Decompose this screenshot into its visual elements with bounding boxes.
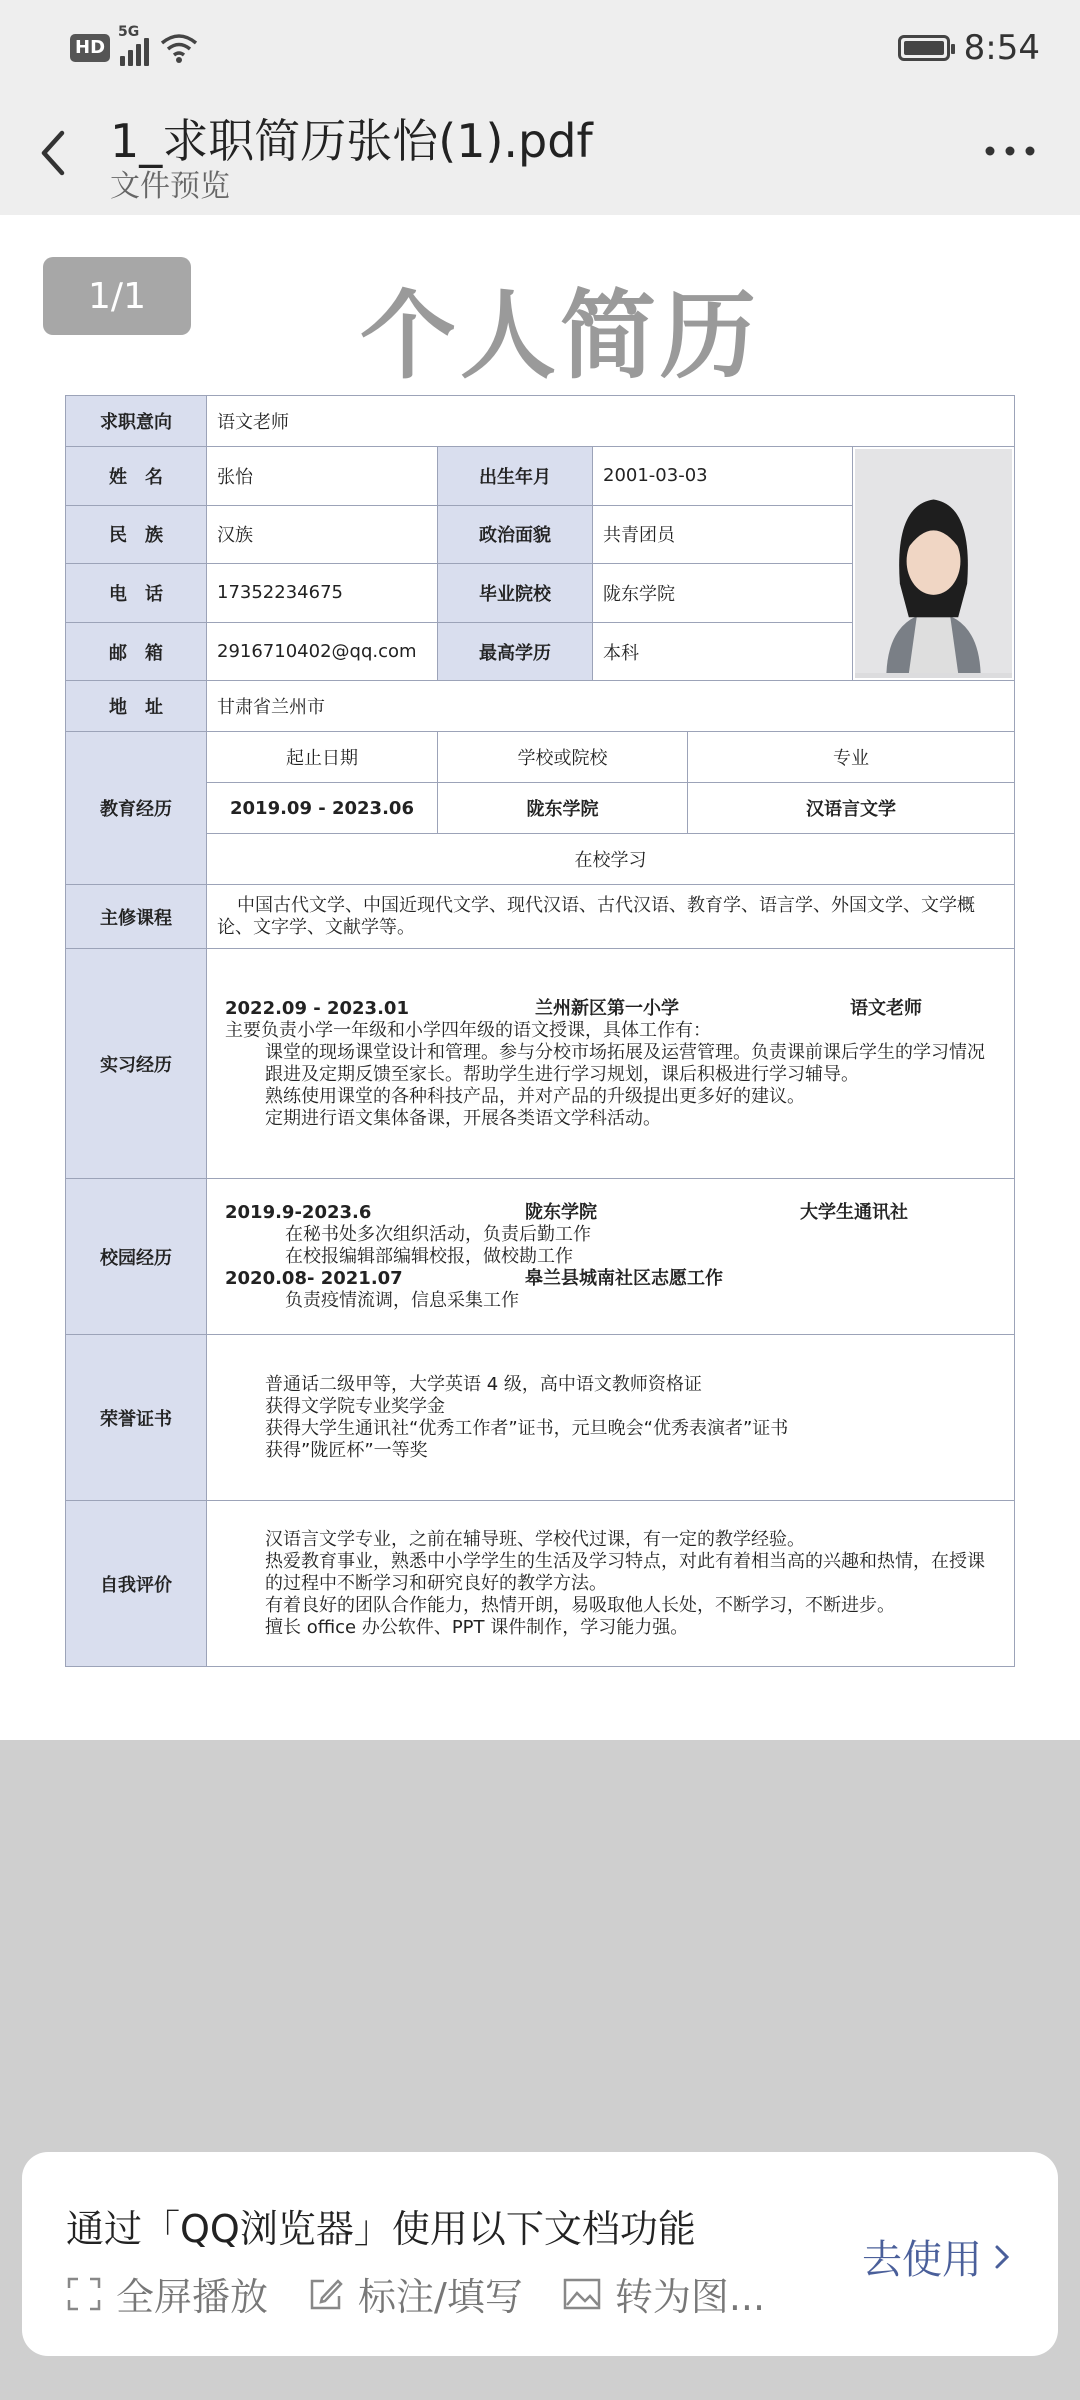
image-icon — [563, 2277, 601, 2311]
resume-heading: 个人简历 — [360, 280, 760, 392]
status-right — [898, 28, 1040, 68]
value-objective: 语文老师 — [207, 396, 1015, 447]
app-header — [0, 105, 1080, 215]
label-campus: 校园经历 — [66, 1179, 207, 1335]
internship-line: 课堂的现场课堂设计和管理。参与分校市场拓展及运营管理。负责课前课后学生的学习情况跟进及定期反馈至家长。帮助学生进行学习规划，课后积极进行学习辅导。 — [265, 1041, 985, 1085]
label-ethnic: 民 族 — [66, 505, 207, 564]
promo-title: 通过「QQ浏览器」使用以下文档功能 — [66, 2207, 696, 2251]
file-subtitle: 文件预览 — [110, 169, 230, 204]
wifi-icon — [159, 32, 199, 64]
self-eval-content — [207, 1501, 1015, 1667]
internship-header — [225, 998, 996, 1020]
profile-photo — [853, 447, 1015, 681]
edu-note: 在校学习 — [207, 834, 1015, 885]
more-options-icon[interactable] — [980, 141, 1040, 161]
label-education: 教育经历 — [66, 732, 207, 885]
value-school: 陇东学院 — [593, 564, 853, 623]
back-arrow-icon[interactable] — [30, 123, 80, 183]
file-title: 1_求职简历张怡(1).pdf — [110, 114, 593, 168]
status-bar — [0, 0, 1080, 105]
label-honors: 荣誉证书 — [66, 1335, 207, 1501]
edu-header-school: 学校或院校 — [438, 732, 688, 783]
internship-content — [207, 949, 1015, 1179]
value-address: 甘肃省兰州市 — [207, 681, 1015, 732]
value-phone: 17352234675 — [207, 564, 438, 623]
feature-label: 标注/填写 — [358, 2275, 523, 2319]
label-address: 地 址 — [66, 681, 207, 732]
honor-item: 普通话二级甲等，大学英语 4 级，高中语文教师资格证 — [265, 1373, 702, 1395]
label-internship: 实习经历 — [66, 949, 207, 1179]
campus-content — [207, 1179, 1015, 1335]
value-degree: 本科 — [593, 622, 853, 681]
fullscreen-icon — [66, 2276, 102, 2312]
clock: 8:54 — [963, 28, 1040, 68]
value-political: 共青团员 — [593, 505, 853, 564]
self-eval-line: 擅长 office 办公软件、PPT 课件制作，学习能力强。 — [265, 1616, 689, 1638]
label-courses: 主修课程 — [66, 885, 207, 949]
campus-line: 在校报编辑部编辑校报，做校勘工作 — [285, 1245, 573, 1267]
edu-school: 陇东学院 — [438, 783, 688, 834]
feature-fullscreen[interactable] — [66, 2266, 268, 2321]
label-name: 姓 名 — [66, 447, 207, 506]
self-eval-line: 有着良好的团队合作能力，热情开朗，易吸取他人长处，不断学习，不断进步。 — [265, 1594, 895, 1616]
resume-table — [65, 395, 1015, 1667]
campus-e1-period: 2019.9-2023.6 — [225, 1201, 372, 1223]
go-use-button[interactable] — [862, 2228, 1012, 2285]
label-objective: 求职意向 — [66, 396, 207, 447]
value-name: 张怡 — [207, 447, 438, 506]
internship-line: 定期进行语文集体备课，开展各类语文学科活动。 — [265, 1107, 661, 1129]
feature-convert-image[interactable] — [563, 2266, 765, 2321]
value-email: 2916710402@qq.com — [207, 622, 438, 681]
label-email: 邮 箱 — [66, 622, 207, 681]
honor-item: 获得文学院专业奖学金 — [265, 1395, 445, 1417]
internship-role: 语文老师 — [850, 997, 922, 1019]
edu-header-major: 专业 — [688, 732, 1015, 783]
promo-features — [66, 2266, 765, 2321]
portrait-image — [855, 449, 1012, 673]
network-indicators — [70, 24, 199, 66]
campus-line: 负责疫情流调，信息采集工作 — [285, 1289, 519, 1311]
value-birth: 2001-03-03 — [593, 447, 853, 506]
edu-header-period: 起止日期 — [207, 732, 438, 783]
campus-e2-period: 2020.08- 2021.07 — [225, 1267, 403, 1289]
campus-line: 在秘书处多次组织活动，负责后勤工作 — [285, 1223, 591, 1245]
courses-text: 中国古代文学、中国近现代文学、现代汉语、古代汉语、教育学、语言学、外国文学、文学概论、文字学、文献学等。 — [207, 885, 1015, 949]
campus-e2-org: 皋兰县城南社区志愿工作 — [525, 1267, 723, 1289]
edu-period: 2019.09 - 2023.06 — [207, 783, 438, 834]
chevron-right-icon — [992, 2242, 1012, 2272]
feature-label: 转为图... — [614, 2275, 766, 2319]
value-ethnic: 汉族 — [207, 505, 438, 564]
internship-line: 主要负责小学一年级和小学四年级的语文授课，具体工作有： — [225, 1019, 711, 1041]
honors-content — [207, 1335, 1015, 1501]
campus-entry2-header — [225, 1268, 996, 1290]
signal-icon — [118, 24, 149, 66]
campus-e1-role: 大学生通讯社 — [800, 1201, 908, 1223]
self-eval-line: 汉语言文学专业，之前在辅导班、学校代过课，有一定的教学经验。 — [265, 1528, 805, 1550]
document-page[interactable] — [0, 215, 1080, 1740]
edit-icon — [308, 2276, 344, 2312]
hd-badge: HD — [70, 34, 110, 62]
campus-entry1-header — [225, 1202, 996, 1224]
internship-line: 熟练使用课堂的各种科技产品，并对产品的升级提出更多好的建议。 — [265, 1085, 805, 1107]
honor-item: 获得”陇匠杯”一等奖 — [265, 1439, 428, 1461]
label-degree: 最高学历 — [438, 622, 593, 681]
feature-label: 全屏播放 — [116, 2275, 269, 2319]
label-self-eval: 自我评价 — [66, 1501, 207, 1667]
edu-major: 汉语言文学 — [688, 783, 1015, 834]
network-type: 5G — [118, 24, 140, 40]
campus-e1-org: 陇东学院 — [525, 1201, 597, 1223]
label-birth: 出生年月 — [438, 447, 593, 506]
page-indicator: 1/1 — [43, 257, 191, 335]
cta-label: 去使用 — [862, 2237, 982, 2283]
internship-org: 兰州新区第一小学 — [535, 997, 679, 1019]
battery-icon — [898, 35, 950, 61]
internship-period: 2022.09 - 2023.01 — [225, 997, 409, 1019]
self-eval-line: 热爱教育事业，熟悉中小学学生的生活及学习特点，对此有着相当高的兴趣和热情，在授课的过程中不断学习和研究良好的教学方法。 — [265, 1550, 985, 1594]
honor-item: 获得大学生通讯社“优秀工作者”证书，元旦晚会“优秀表演者”证书 — [265, 1417, 789, 1439]
label-political: 政治面貌 — [438, 505, 593, 564]
feature-annotate[interactable] — [308, 2266, 523, 2321]
qq-browser-promo-card[interactable] — [22, 2152, 1058, 2356]
label-phone: 电 话 — [66, 564, 207, 623]
label-school: 毕业院校 — [438, 564, 593, 623]
